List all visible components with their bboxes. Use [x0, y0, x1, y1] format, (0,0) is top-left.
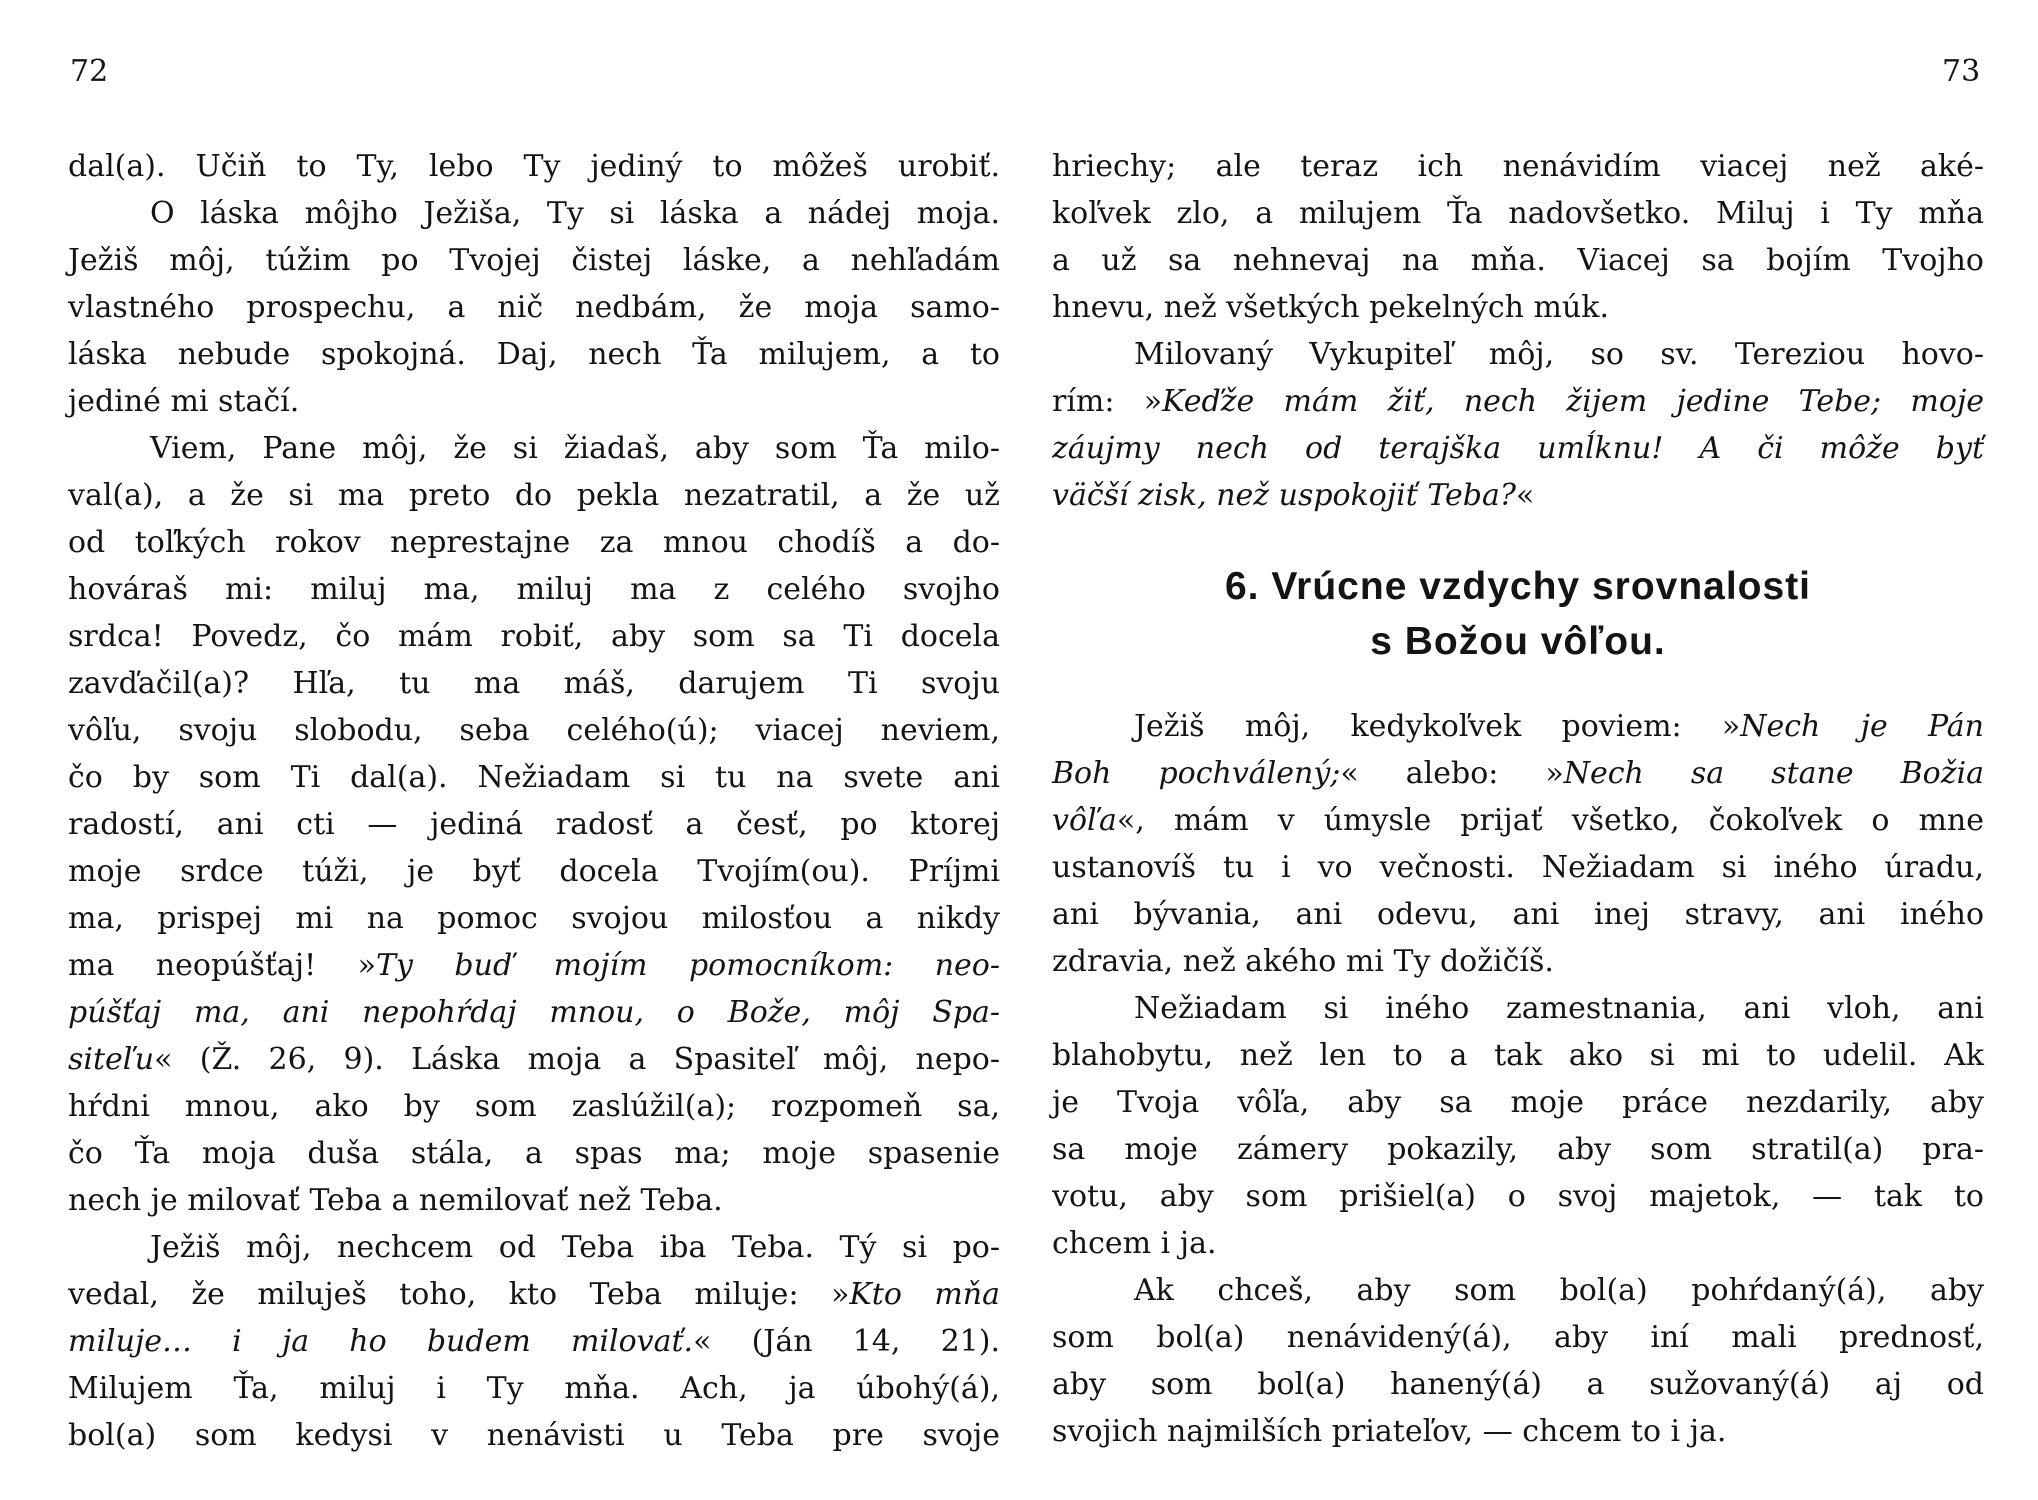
text-segment: Nežiadam si iného zamestnania, ani vloh, ani [1134, 991, 1984, 1026]
text-segment: koľvek zlo, a milujem Ťa nadovšetko. Miluj i Ty mňa [1052, 196, 1984, 231]
text-line [1052, 1408, 1984, 1455]
text-segment: a už sa nehnevaj na mňa. Viacej sa bojím Tvojho [1052, 243, 1984, 278]
text-line [68, 331, 1000, 378]
text-line [1052, 750, 1984, 797]
italic-quote-segment: Nech je Pán [1740, 709, 1984, 744]
text-segment: nech je milovať Teba a nemilovať než Teba. [68, 1183, 723, 1218]
text-segment: dal(a). Učiň to Ty, lebo Ty jediný to môžeš urobiť. [68, 149, 1000, 184]
italic-quote-segment: Boh pochválený; [1052, 756, 1341, 791]
italic-quote-segment: väčší zisk, než uspokojiť Teba? [1052, 478, 1516, 513]
text-line [68, 848, 1000, 895]
text-line [1052, 1314, 1984, 1361]
text-line [1052, 1361, 1984, 1408]
text-line [68, 1177, 1000, 1224]
section-heading [1052, 519, 1984, 703]
text-line [68, 1271, 1000, 1318]
text-segment: zdravia, než akého mi Ty dožičíš. [1052, 944, 1554, 979]
italic-quote-segment: vôľa [1052, 803, 1117, 838]
text-line [68, 1365, 1000, 1412]
text-segment: O láska môjho Ježiša, Ty si láska a nádej moja. [150, 196, 1000, 231]
text-segment: chcem i ja. [1052, 1226, 1217, 1261]
text-segment: srdca! Povedz, čo mám robiť, aby som sa Ti docela [68, 619, 1000, 654]
right-page-text [1052, 143, 1984, 1455]
text-segment: vlastného prospechu, a nič nedbám, že moja samo- [68, 290, 1000, 325]
text-segment: Ježiš môj, túžim po Tvojej čistej láske, a nehľadám [68, 243, 1000, 278]
text-segment: hŕdni mnou, ako by som zaslúžil(a); rozpomeň sa, [68, 1089, 1000, 1124]
text-line [1052, 1079, 1984, 1126]
text-segment: čo Ťa moja duša stála, a spas ma; moje spasenie [68, 1136, 1000, 1171]
italic-quote-segment: Kto mňa [849, 1277, 1000, 1312]
text-segment: zavďačil(a)? Hľa, tu ma máš, darujem Ti svoju [68, 666, 1000, 701]
text-segment: je Tvoja vôľa, aby sa moje práce nezdarily, aby [1052, 1085, 1984, 1120]
text-line [68, 1083, 1000, 1130]
italic-quote-segment: púšťaj ma, ani nepohŕdaj mnou, o Bože, môj Spa- [68, 995, 1000, 1030]
text-segment: aby som bol(a) hanený(á) a sužovaný(á) aj od [1052, 1367, 1984, 1402]
text-line [1052, 143, 1984, 190]
text-line [68, 895, 1000, 942]
text-segment: hriechy; ale teraz ich nenávidím viacej než aké- [1052, 149, 1984, 184]
text-segment: « [1515, 478, 1535, 513]
text-segment: svojich najmilších priateľov, — chcem to i ja. [1052, 1414, 1727, 1449]
text-segment: Milovaný Vykupiteľ môj, so sv. Tereziou hovo- [1134, 337, 1984, 372]
text-segment: som bol(a) nenávidený(á), aby iní mali prednosť, [1052, 1320, 1984, 1355]
text-line [1052, 425, 1984, 472]
text-line [68, 707, 1000, 754]
text-segment: ustanovíš tu i vo večnosti. Nežiadam si iného úradu, [1052, 850, 1984, 885]
text-line [1052, 938, 1984, 985]
text-segment: Milujem Ťa, miluj i Ty mňa. Ach, ja úbohý(á), [68, 1371, 1000, 1406]
right-text-before-heading [1052, 143, 1984, 519]
italic-quote-segment: Keďže mám žiť, nech žijem jedine Tebe; moje [1162, 384, 1984, 419]
text-line [68, 519, 1000, 566]
text-segment: votu, aby som prišiel(a) o svoj majetok, — tak to [1052, 1179, 1984, 1214]
right-text-after-heading [1052, 703, 1984, 1455]
text-segment: «, mám v úmysle prijať všetko, čokoľvek o mne [1116, 803, 1984, 838]
italic-quote-segment: siteľu [68, 1042, 155, 1077]
text-segment: blahobytu, než len to a tak ako si mi to udelil. Ak [1052, 1038, 1984, 1073]
text-line [68, 1318, 1000, 1365]
text-segment: « (Ž. 26, 9). Láska moja a Spasiteľ môj, nepo- [154, 1042, 1000, 1077]
text-segment: sa moje zámery pokazily, aby som stratil(a) pra- [1052, 1132, 1984, 1167]
text-line [68, 1412, 1000, 1459]
text-segment: bol(a) som kedysi v nenávisti u Teba pre svoje [68, 1418, 1000, 1453]
text-line [68, 613, 1000, 660]
text-line [1052, 891, 1984, 938]
text-line [68, 942, 1000, 989]
italic-quote-segment: miluje… i ja ho budem milovať. [68, 1324, 694, 1359]
text-line [1052, 985, 1984, 1032]
text-line [1052, 1173, 1984, 1220]
text-line [1052, 797, 1984, 844]
page-number-right: 73 [1942, 54, 1981, 89]
text-line [68, 801, 1000, 848]
text-segment: « (Ján 14, 21). [693, 1324, 1000, 1359]
italic-quote-segment: Ty buď mojím pomocníkom: neo- [376, 948, 1000, 983]
text-segment: ma neopúšťaj! » [68, 948, 376, 983]
text-line [68, 1224, 1000, 1271]
text-line [1052, 378, 1984, 425]
section-heading-line: 6. Vrúcne vzdychy srovnalosti [1224, 565, 1812, 608]
text-segment: jediné mi stačí. [68, 384, 300, 419]
text-line [68, 284, 1000, 331]
text-segment: Viem, Pane môj, že si žiadaš, aby som Ťa milo- [150, 431, 1000, 466]
text-segment: ani bývania, ani odevu, ani inej stravy, ani iného [1052, 897, 1984, 932]
text-segment: « alebo: » [1340, 756, 1564, 791]
page-number-left: 72 [70, 54, 109, 89]
text-line [68, 1036, 1000, 1083]
text-line [1052, 190, 1984, 237]
text-segment: láska nebude spokojná. Daj, nech Ťa milujem, a to [68, 337, 1000, 372]
text-line [1052, 331, 1984, 378]
text-segment: vedal, že miluješ toho, kto Teba miluje: » [68, 1277, 850, 1312]
text-line [1052, 237, 1984, 284]
text-segment: Ak chceš, aby som bol(a) pohŕdaný(á), aby [1134, 1273, 1984, 1308]
text-line [68, 1130, 1000, 1177]
text-line [1052, 703, 1984, 750]
text-line [1052, 844, 1984, 891]
text-segment: vôľu, svoju slobodu, seba celého(ú); viacej neviem, [68, 713, 1000, 748]
section-heading-line: s Božou vôľou. [1370, 620, 1666, 663]
text-segment: hováraš mi: miluj ma, miluj ma z celého svojho [68, 572, 1000, 607]
text-segment: val(a), a že si ma preto do pekla nezatratil, a že už [68, 478, 1000, 513]
text-line [1052, 472, 1984, 519]
text-segment: radostí, ani cti — jediná radosť a česť, po ktorej [68, 807, 1000, 842]
left-page-text [68, 143, 1000, 1459]
text-line [1052, 284, 1984, 331]
text-line [68, 190, 1000, 237]
text-segment: moje srdce túži, je byť docela Tvojím(ou). Príjmi [68, 854, 1000, 889]
text-line [1052, 1032, 1984, 1079]
text-segment: ma, prispej mi na pomoc svojou milosťou a nikdy [68, 901, 1000, 936]
text-line [1052, 1126, 1984, 1173]
text-line [68, 754, 1000, 801]
italic-quote-segment: záujmy nech od terajška umĺknu! A či môže byť [1052, 431, 1984, 466]
text-line [1052, 1267, 1984, 1314]
text-segment: Ježiš môj, nechcem od Teba iba Teba. Tý si po- [150, 1230, 1000, 1265]
italic-quote-segment: Nech sa stane Božia [1563, 756, 1984, 791]
text-line [68, 143, 1000, 190]
text-line [68, 237, 1000, 284]
text-line [68, 425, 1000, 472]
text-line [68, 566, 1000, 613]
text-segment: od toľkých rokov neprestajne za mnou chodíš a do- [68, 525, 1000, 560]
text-line [68, 378, 1000, 425]
text-line [1052, 1220, 1984, 1267]
text-segment: rím: » [1052, 384, 1163, 419]
text-segment: Ježiš môj, kedykoľvek poviem: » [1134, 709, 1741, 744]
text-line [68, 989, 1000, 1036]
text-segment: hnevu, než všetkých pekelných múk. [1052, 290, 1609, 325]
text-line [68, 660, 1000, 707]
text-line [68, 472, 1000, 519]
text-segment: čo by som Ti dal(a). Nežiadam si tu na svete ani [68, 760, 1000, 795]
